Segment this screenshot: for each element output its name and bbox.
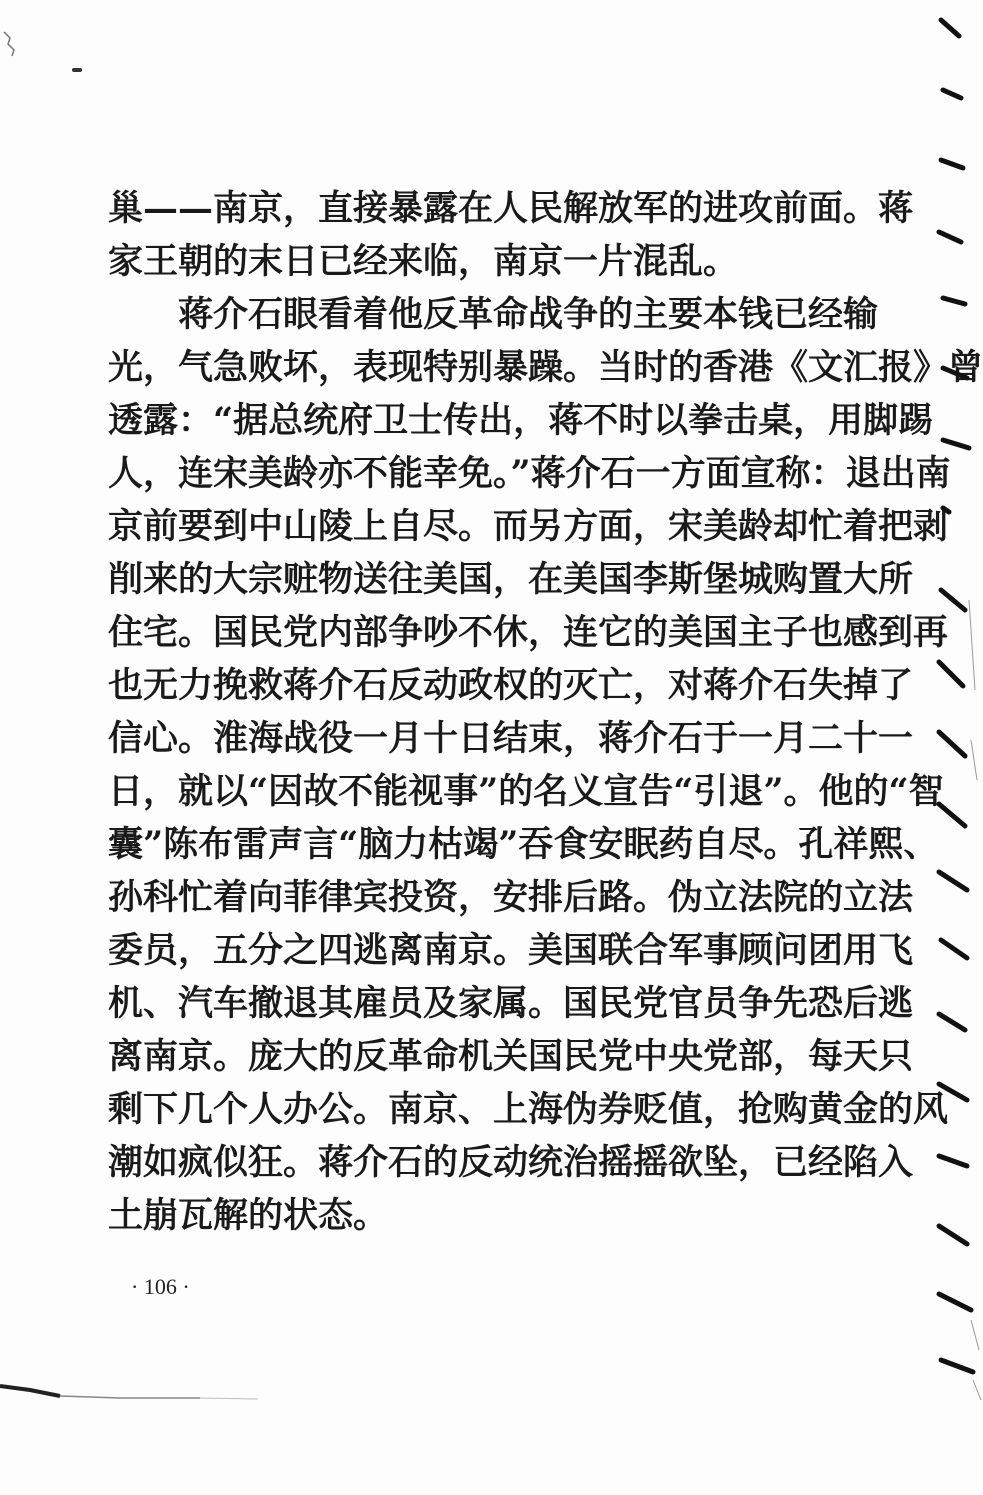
body-text [108,182,983,1242]
text-line: 日，就以“因故不能视事”的名义宣告“引退”。他的“智 [108,771,944,812]
text-line: 委员，五分之四逃离南京。美国联合军事顾问团用飞 [108,930,914,971]
text-line: 土崩瓦解的状态。 [108,1195,389,1236]
text-line: 孙科忙着向菲律宾投资，安排后路。伪立法院的立法 [108,877,914,918]
text-line: 住宅。国民党内部争吵不休，连它的美国主子也感到再 [108,612,949,653]
text-line: 机、汽车撤退其雇员及家属。国民党官员争先恐后逃 [108,983,914,1024]
binding-shadow [935,0,983,1495]
text-line: 蒋介石眼看着他反革命战争的主要本钱已经输 [178,294,879,335]
scan-speck [2,28,24,58]
text-line: 潮如疯似狂。蒋介石的反动统治摇摇欲坠，已经陷入 [108,1142,914,1183]
text-line: 光，气急败坏，表现特别暴躁。当时的香港《文汇报》曾 [108,347,983,388]
text-line: 削来的大宗赃物送往美国，在美国李斯堡城购置大所 [108,559,914,600]
text-line: 人，连宋美龄亦不能幸免。”蒋介石一方面宣称：退出南 [108,453,951,494]
text-line: 离南京。庞大的反革命机关国民党中央党部，每天只 [108,1036,914,1077]
text-line: 京前要到中山陵上自尽。而另方面，宋美龄却忙着把剥 [108,506,949,547]
text-line: 家王朝的末日已经来临，南京一片混乱。 [108,241,739,282]
text-line: 剩下几个人办公。南京、上海伪券贬值，抢购黄金的风 [108,1089,949,1130]
text-line: 也无力挽救蒋介石反动政权的灭亡，对蒋介石失掉了 [108,665,914,706]
text-line: 透露：“据总统府卫士传出，蒋不时以拳击桌，用脚踢 [108,400,934,441]
scan-smudge [0,1372,260,1402]
text-line: 巢——南京，直接暴露在人民解放军的进攻前面。蒋 [108,188,914,229]
text-line: 信心。淮海战役一月十日结束，蒋介石于一月二十一 [108,718,914,759]
page-number: · 106 · [131,1274,190,1299]
scan-mark [72,68,82,72]
text-line: 囊”陈布雷声言“脑力枯竭”吞食安眠药自尽。孔祥熙、 [108,824,939,865]
